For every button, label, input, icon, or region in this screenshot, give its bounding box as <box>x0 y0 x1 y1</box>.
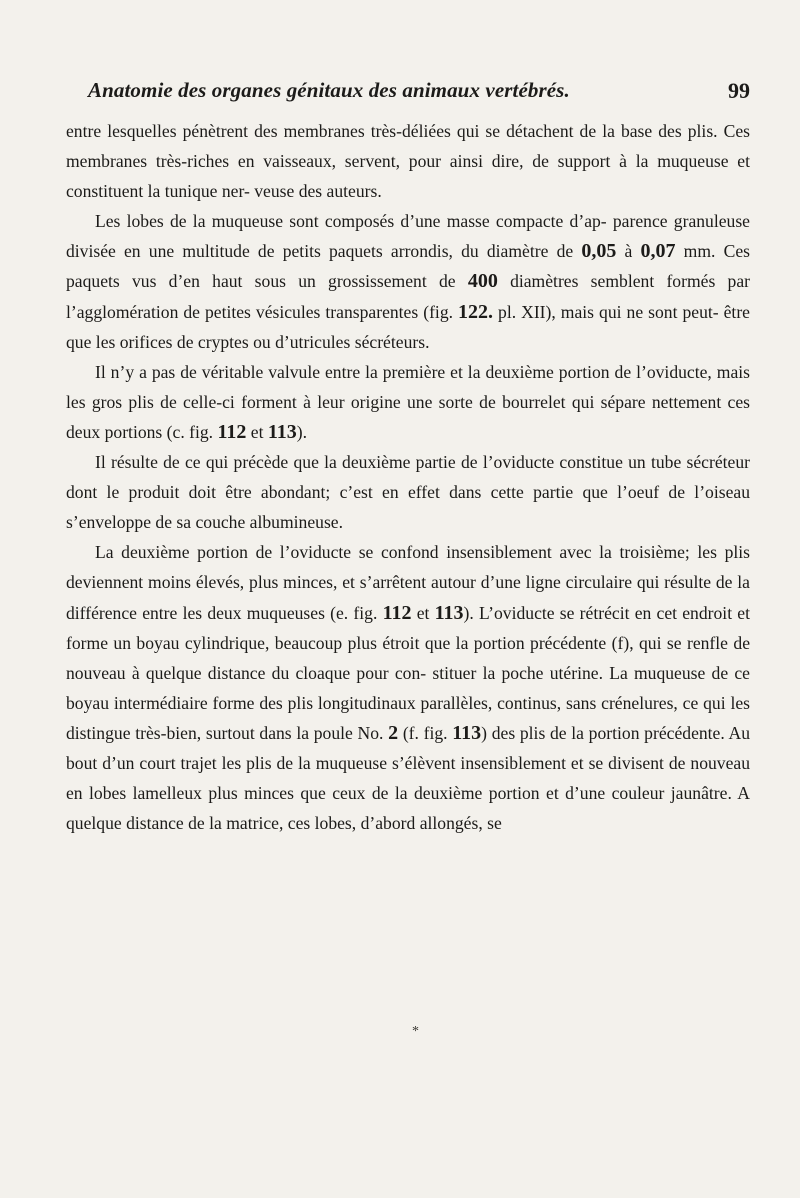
text-run: et <box>246 421 268 442</box>
paragraph-5 <box>66 537 750 838</box>
text-run: pl. XII), mais qui ne sont peut- être que les orifices de cryptes ou d’utricules sécréteurs. <box>66 301 750 352</box>
figure-number: 113 <box>452 721 482 744</box>
figure-number: 112 <box>382 601 412 624</box>
signature-mark: * <box>412 1024 419 1039</box>
paragraph-2 <box>66 206 750 356</box>
text-run: à <box>616 241 641 262</box>
text-run: La deuxième portion de l’oviducte se confond insensiblement avec la troisième; les plis deviennent moins élevés, plus minces, et s’arrêtent autour d’une ligne circulaire qui résulte de la différence entre les deux muqueuses (e. fig. <box>66 542 750 623</box>
figure-number: 113 <box>434 601 464 624</box>
text-run: et <box>411 602 435 623</box>
running-header <box>66 78 750 114</box>
magnification-number: 400 <box>467 270 498 293</box>
text-run: (f. fig. <box>398 722 453 743</box>
paragraph-3 <box>66 357 750 447</box>
text-run: diamètres semblent formés par l’agglomération de petites vésicules transparentes (fig. <box>66 271 750 322</box>
text-run: ) des plis de la portion précédente. Au bout d’un court trajet les plis de la muqueuse s’élèvent insensiblement et se divisent de nouveau en lobes lamelleux plus minces que ceux de la deuxième portion et d’une couleur jaunâtre. A quelque distance de la matrice, ces lobes, d’abord allongés, se <box>66 722 750 834</box>
figure-number: 112 <box>217 420 247 443</box>
text-run: Il n’y a pas de véritable valvule entre la première et la deuxième portion de l’oviducte, mais les gros plis de celle-ci forment à leur origine une sorte de bourrelet qui sépare nettement ces deux portions (c. fig. <box>66 361 750 442</box>
figure-number: 113 <box>267 420 297 443</box>
text-run: Les lobes de la muqueuse sont composés d’une masse compacte d’ap- parence granuleuse divisée en une multitude de petits paquets arrondis, du diamètre de <box>66 211 750 262</box>
measurement-number: 0,05 <box>581 240 617 263</box>
page-number: 99 <box>728 78 750 103</box>
specimen-number: 2 <box>388 721 399 744</box>
measurement-number: 0,07 <box>640 240 676 263</box>
figure-number: 122. <box>458 300 494 323</box>
text-run: mm. Ces paquets vus d’en haut sous un grossissement de <box>66 241 750 292</box>
running-title: Anatomie des organes génitaux des animaux vertébrés. <box>88 78 570 102</box>
paragraph-4: Il résulte de ce qui précède que la deuxième partie de l’oviducte constitue un tube sécréteur dont le produit doit être abondant; c’est en effet dans cette partie que l’oeuf de l’oiseau s’enveloppe de sa couche albumineuse. <box>66 452 750 533</box>
body-text <box>66 116 750 838</box>
text-run: ). L’oviducte se rétrécit en cet endroit et forme un boyau cylindrique, beaucoup plus étroit que la portion précédente (f), qui se renfle de nouveau à quelque distance du cloaque pour con- stituer la poche utérine. La muqueuse de ce boyau intermédiaire forme des plis longitudinaux parallèles, continus, sans crénelures, ce qui les distingue très-bien, surtout dans la poule No. <box>66 602 750 743</box>
paragraph-1: entre lesquelles pénètrent des membranes très-déliées qui se détachent de la base des plis. Ces membranes très-riches en vaisseaux, servent, pour ainsi dire, de support à la muqueuse et constituent la tunique ner- veuse des auteurs. <box>66 121 750 202</box>
text-run: ). <box>296 421 308 442</box>
